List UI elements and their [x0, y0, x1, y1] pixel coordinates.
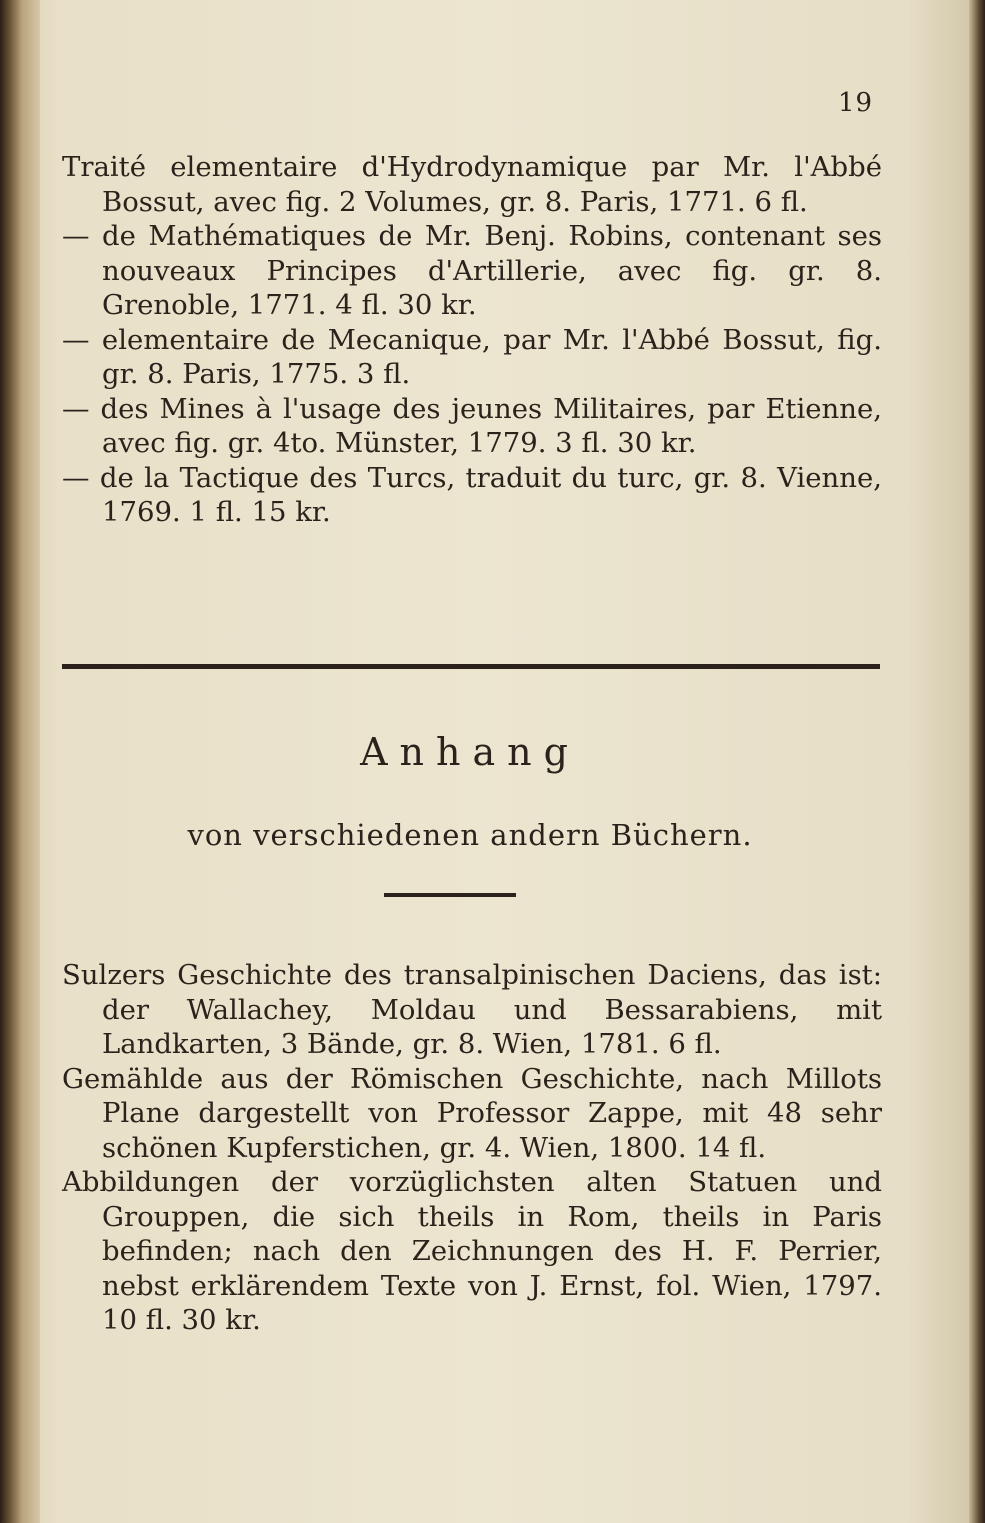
list-item: — de la Tactique des Turcs, traduit du turc, gr. 8. Vienne, 1769. 1 fl. 15 kr. — [62, 461, 882, 528]
section-divider — [62, 664, 880, 669]
list-item: Sulzers Geschichte des transalpinischen Daciens, das ist: der Wallachey, Moldau und Bessarabiens, mit Landkarten, 3 Bände, gr. 8. Wien, 1781. 6 fl. — [62, 959, 882, 1060]
list-item: Abbildungen der vorzüglichsten alten Statuen und Grouppen, die sich theils in Rom, theils in Paris befinden; nach den Zeichnungen des H. F. Perrier, nebst erklärendem Texte von J. Ernst, fol. Wien, 1797. 10 fl. 30 kr. — [62, 1166, 882, 1336]
list-item: — de Mathématiques de Mr. Benj. Robins, contenant ses nouveaux Principes d'Artillerie, avec fig. gr. 8. Grenoble, 1771. 4 fl. 30 kr. — [62, 220, 882, 321]
page-number: 19 — [838, 88, 874, 118]
list-item: — des Mines à l'usage des jeunes Militaires, par Etienne, avec fig. gr. 4to. Münster, 1779. 3 fl. 30 kr. — [62, 392, 882, 459]
section-title: Anhang — [360, 730, 580, 774]
page-edge — [969, 0, 985, 1523]
bottom-entry-list — [62, 958, 882, 1338]
list-item: Traité elementaire d'Hydrodynamique par Mr. l'Abbé Bossut, avec fig. 2 Volumes, gr. 8. Paris, 1771. 6 fl. — [62, 151, 882, 218]
short-divider — [384, 893, 516, 897]
list-item: — elementaire de Mecanique, par Mr. l'Abbé Bossut, fig. gr. 8. Paris, 1775. 3 fl. — [62, 323, 882, 390]
section-subtitle: von verschiedenen andern Büchern. — [187, 818, 753, 852]
top-entry-list — [62, 150, 882, 530]
list-item: Gemählde aus der Römischen Geschichte, nach Millots Plane dargestellt von Professor Zappe, mit 48 sehr schönen Kupferstichen, gr. 4. Wien, 1800. 14 fl. — [62, 1062, 882, 1164]
